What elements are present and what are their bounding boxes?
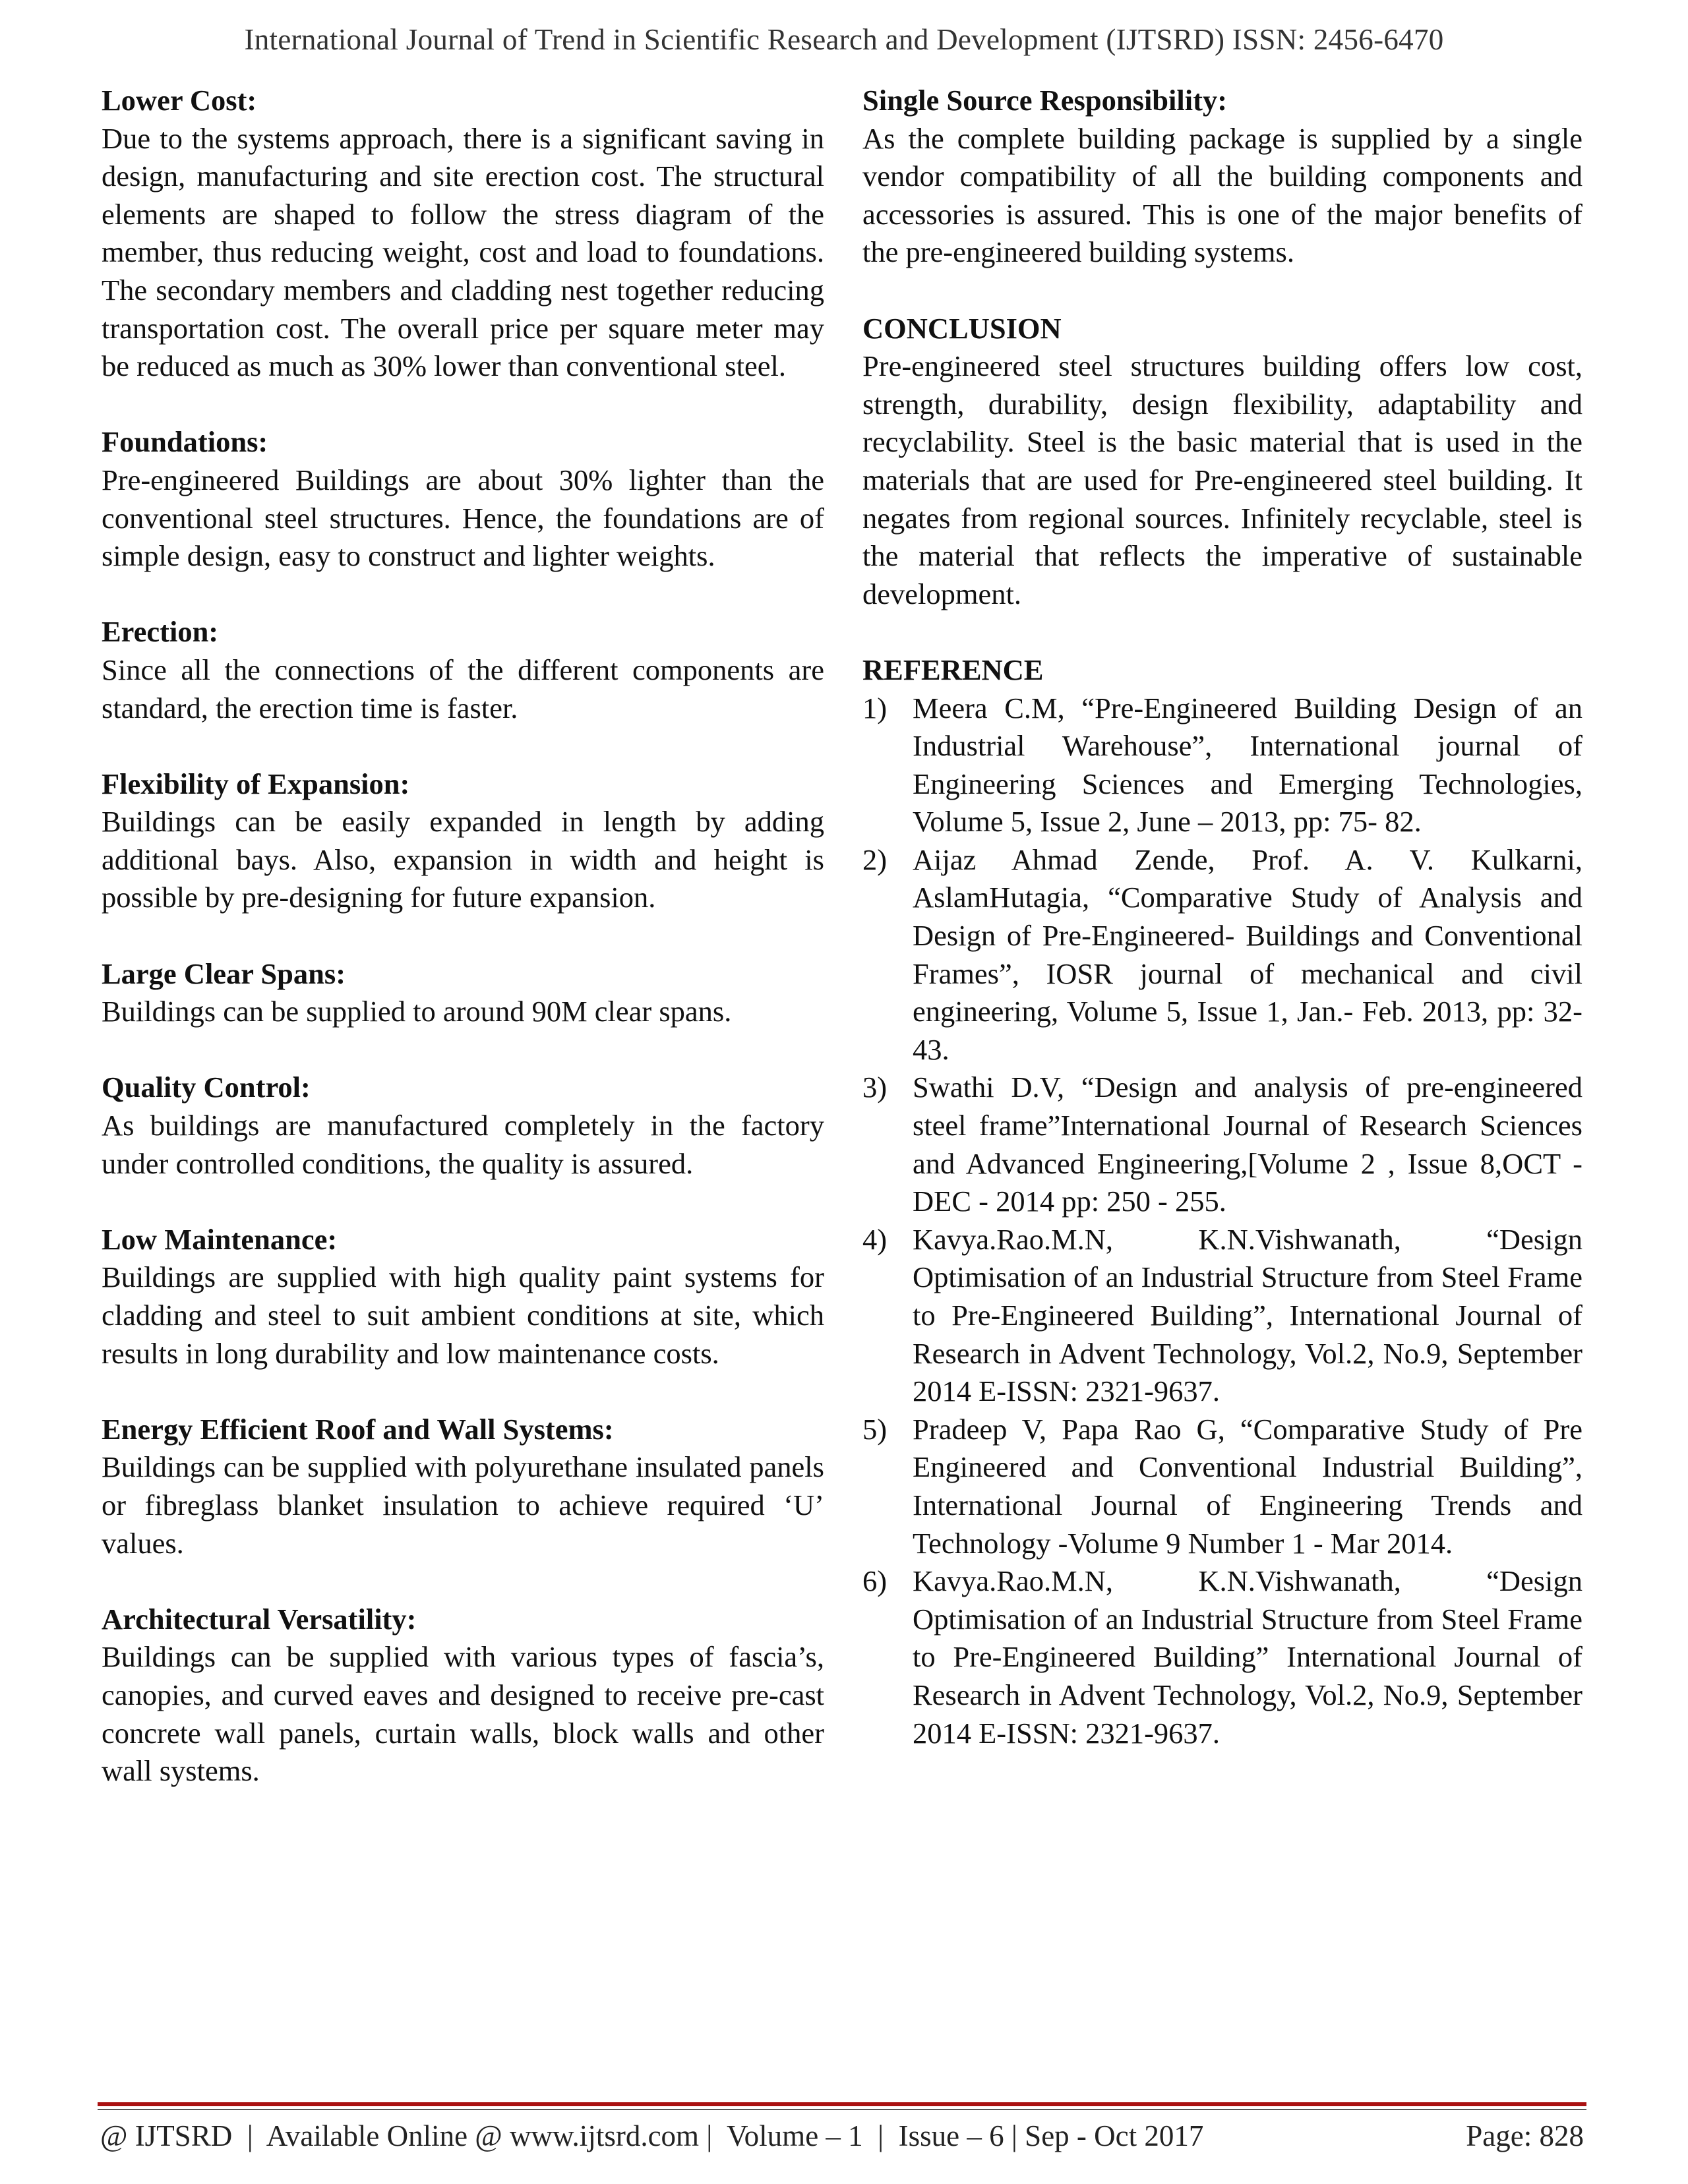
footer-page-number: Page: 828	[1466, 2119, 1584, 2152]
section-energy-efficient	[102, 1411, 824, 1562]
section-heading: Single Source Responsibility:	[862, 84, 1228, 117]
section-clear-spans	[102, 955, 824, 1031]
section-heading: Flexibility of Expansion:	[102, 767, 410, 800]
section-heading: Low Maintenance:	[102, 1222, 338, 1256]
journal-header: International Journal of Trend in Scientific Research and Development (IJTSRD) ISSN: 2456-6470	[244, 23, 1444, 56]
section-paragraph: Buildings can be easily expanded in length by adding additional bays. Also, expansion in width and height is possible by pre-designing for future expansion.	[102, 805, 824, 914]
footer-rule-gray	[98, 2109, 1586, 2110]
footer-rule-red	[98, 2102, 1586, 2106]
conclusion-heading: CONCLUSION	[862, 311, 1062, 345]
section-heading: Foundations:	[102, 425, 268, 459]
reference-item	[862, 1069, 1582, 1220]
reference-number: 3)	[862, 1071, 888, 1104]
reference-text: Swathi D.V, “Design and analysis of pre-engineered steel frame”International Journal of Research Sciences and Advanced Engineering,[Volume 2 , Issue 8,OCT -DEC - 2014 pp: 250 - 255.	[913, 1071, 1582, 1218]
reference-item	[862, 690, 1582, 841]
section-paragraph: Buildings are supplied with high quality paint systems for cladding and steel to suit ambient conditions at site, which results in long durability and low maintenance costs.	[102, 1260, 824, 1370]
section-architectural-versatility	[102, 1601, 824, 1790]
section-paragraph: Buildings can be supplied with polyurethane insulated panels or fibreglass blanket insulation to achieve required ‘U’ values.	[102, 1450, 824, 1560]
section-heading: Energy Efficient Roof and Wall Systems:	[102, 1412, 614, 1446]
reference-text: Kavya.Rao.M.N, K.N.Vishwanath, “Design Optimisation of an Industrial Structure from Steel Frame to Pre-Engineered Building”, International Journal of Research in Advent Technology, Vol.2, No.9, September 2014 E-ISSN: 2321-9637.	[913, 1222, 1582, 1408]
page-footer	[100, 2117, 1584, 2154]
section-paragraph: As buildings are manufactured completely in the factory under controlled conditions, the quality is assured.	[102, 1109, 824, 1180]
section-paragraph: Buildings can be supplied with various types of fascia’s, canopies, and curved eaves and designed to receive pre-cast concrete wall panels, curtain walls, block walls and other wall systems.	[102, 1640, 824, 1788]
right-column	[862, 82, 1582, 1790]
left-column	[102, 82, 824, 1828]
reference-item	[862, 841, 1582, 1069]
reference-item	[862, 1411, 1582, 1562]
section-references	[862, 651, 1582, 1752]
section-paragraph: Pre-engineered Buildings are about 30% lighter than the conventional steel structures. Hence, the foundations are of simple design, easy to construct and lighter weights.	[102, 463, 824, 573]
reference-text: Aijaz Ahmad Zende, Prof. A. V. Kulkarni, AslamHutagia, “Comparative Study of Analysis and Design of Pre-Engineered- Buildings and Conventional Frames”, IOSR journal of mechanical and civil engineering, Volume 5, Issue 1, Jan.- Feb. 2013, pp: 32- 43.	[913, 842, 1582, 1066]
references-heading: REFERENCE	[862, 653, 1044, 686]
reference-list	[862, 690, 1582, 1753]
section-lower-cost	[102, 82, 824, 386]
section-heading: Large Clear Spans:	[102, 957, 346, 990]
reference-text: Pradeep V, Papa Rao G, “Comparative Study of Pre Engineered and Conventional Industrial Building”, International Journal of Engineering Trends and Technology -Volume 9 Number 1 - Mar 2014.	[913, 1412, 1582, 1560]
reference-number: 6)	[862, 1564, 888, 1598]
reference-item	[862, 1221, 1582, 1411]
section-low-maintenance	[102, 1221, 824, 1372]
reference-number: 5)	[862, 1412, 888, 1446]
reference-number: 1)	[862, 691, 888, 724]
section-paragraph: Buildings can be supplied to around 90M clear spans.	[102, 995, 732, 1028]
reference-text: Meera C.M, “Pre-Engineered Building Design of an Industrial Warehouse”, International journal of Engineering Sciences and Emerging Technologies, Volume 5, Issue 2, June – 2013, pp: 75- 82.	[913, 691, 1582, 839]
footer-journal-info: @ IJTSRD | Available Online @ www.ijtsrd.com | Volume – 1 | Issue – 6 | Sep - Oct 2017	[100, 2119, 1204, 2152]
reference-number: 4)	[862, 1222, 888, 1256]
section-erection	[102, 613, 824, 727]
section-paragraph: Since all the connections of the different components are standard, the erection time is faster.	[102, 653, 824, 724]
reference-item	[862, 1562, 1582, 1752]
section-single-source	[862, 82, 1582, 272]
section-paragraph: Due to the systems approach, there is a significant saving in design, manufacturing and site erection cost. The structural elements are shaped to follow the stress diagram of the member, thus reducing weight, cost and load to foundations. The secondary members and cladding nest together reducing transportation cost. The overall price per square meter may be reduced as much as 30% lower than conventional steel.	[102, 121, 824, 383]
section-conclusion	[862, 310, 1582, 614]
section-paragraph: As the complete building package is supplied by a single vendor compatibility of all the building components and accessories is assured. This is one of the major benefits of the pre-engineered building systems.	[862, 121, 1582, 269]
section-foundations	[102, 423, 824, 575]
conclusion-paragraph: Pre-engineered steel structures building offers low cost, strength, durability, design flexibility, adaptability and recyclability. Steel is the basic material that is used in the materials that are used for Pre-engineered steel building. It negates from regional sources. Infinitely recyclable, steel is the material that reflects the imperative of sustainable development.	[862, 349, 1582, 610]
reference-number: 2)	[862, 842, 888, 876]
section-flexibility	[102, 765, 824, 917]
section-heading: Lower Cost:	[102, 84, 257, 117]
reference-text: Kavya.Rao.M.N, K.N.Vishwanath, “Design Optimisation of an Industrial Structure from Steel Frame to Pre-Engineered Building” International Journal of Research in Advent Technology, Vol.2, No.9, September 2014 E-ISSN: 2321-9637.	[913, 1564, 1582, 1750]
section-quality-control	[102, 1069, 824, 1183]
section-heading: Quality Control:	[102, 1071, 311, 1104]
section-heading: Architectural Versatility:	[102, 1602, 417, 1636]
section-heading: Erection:	[102, 615, 219, 649]
